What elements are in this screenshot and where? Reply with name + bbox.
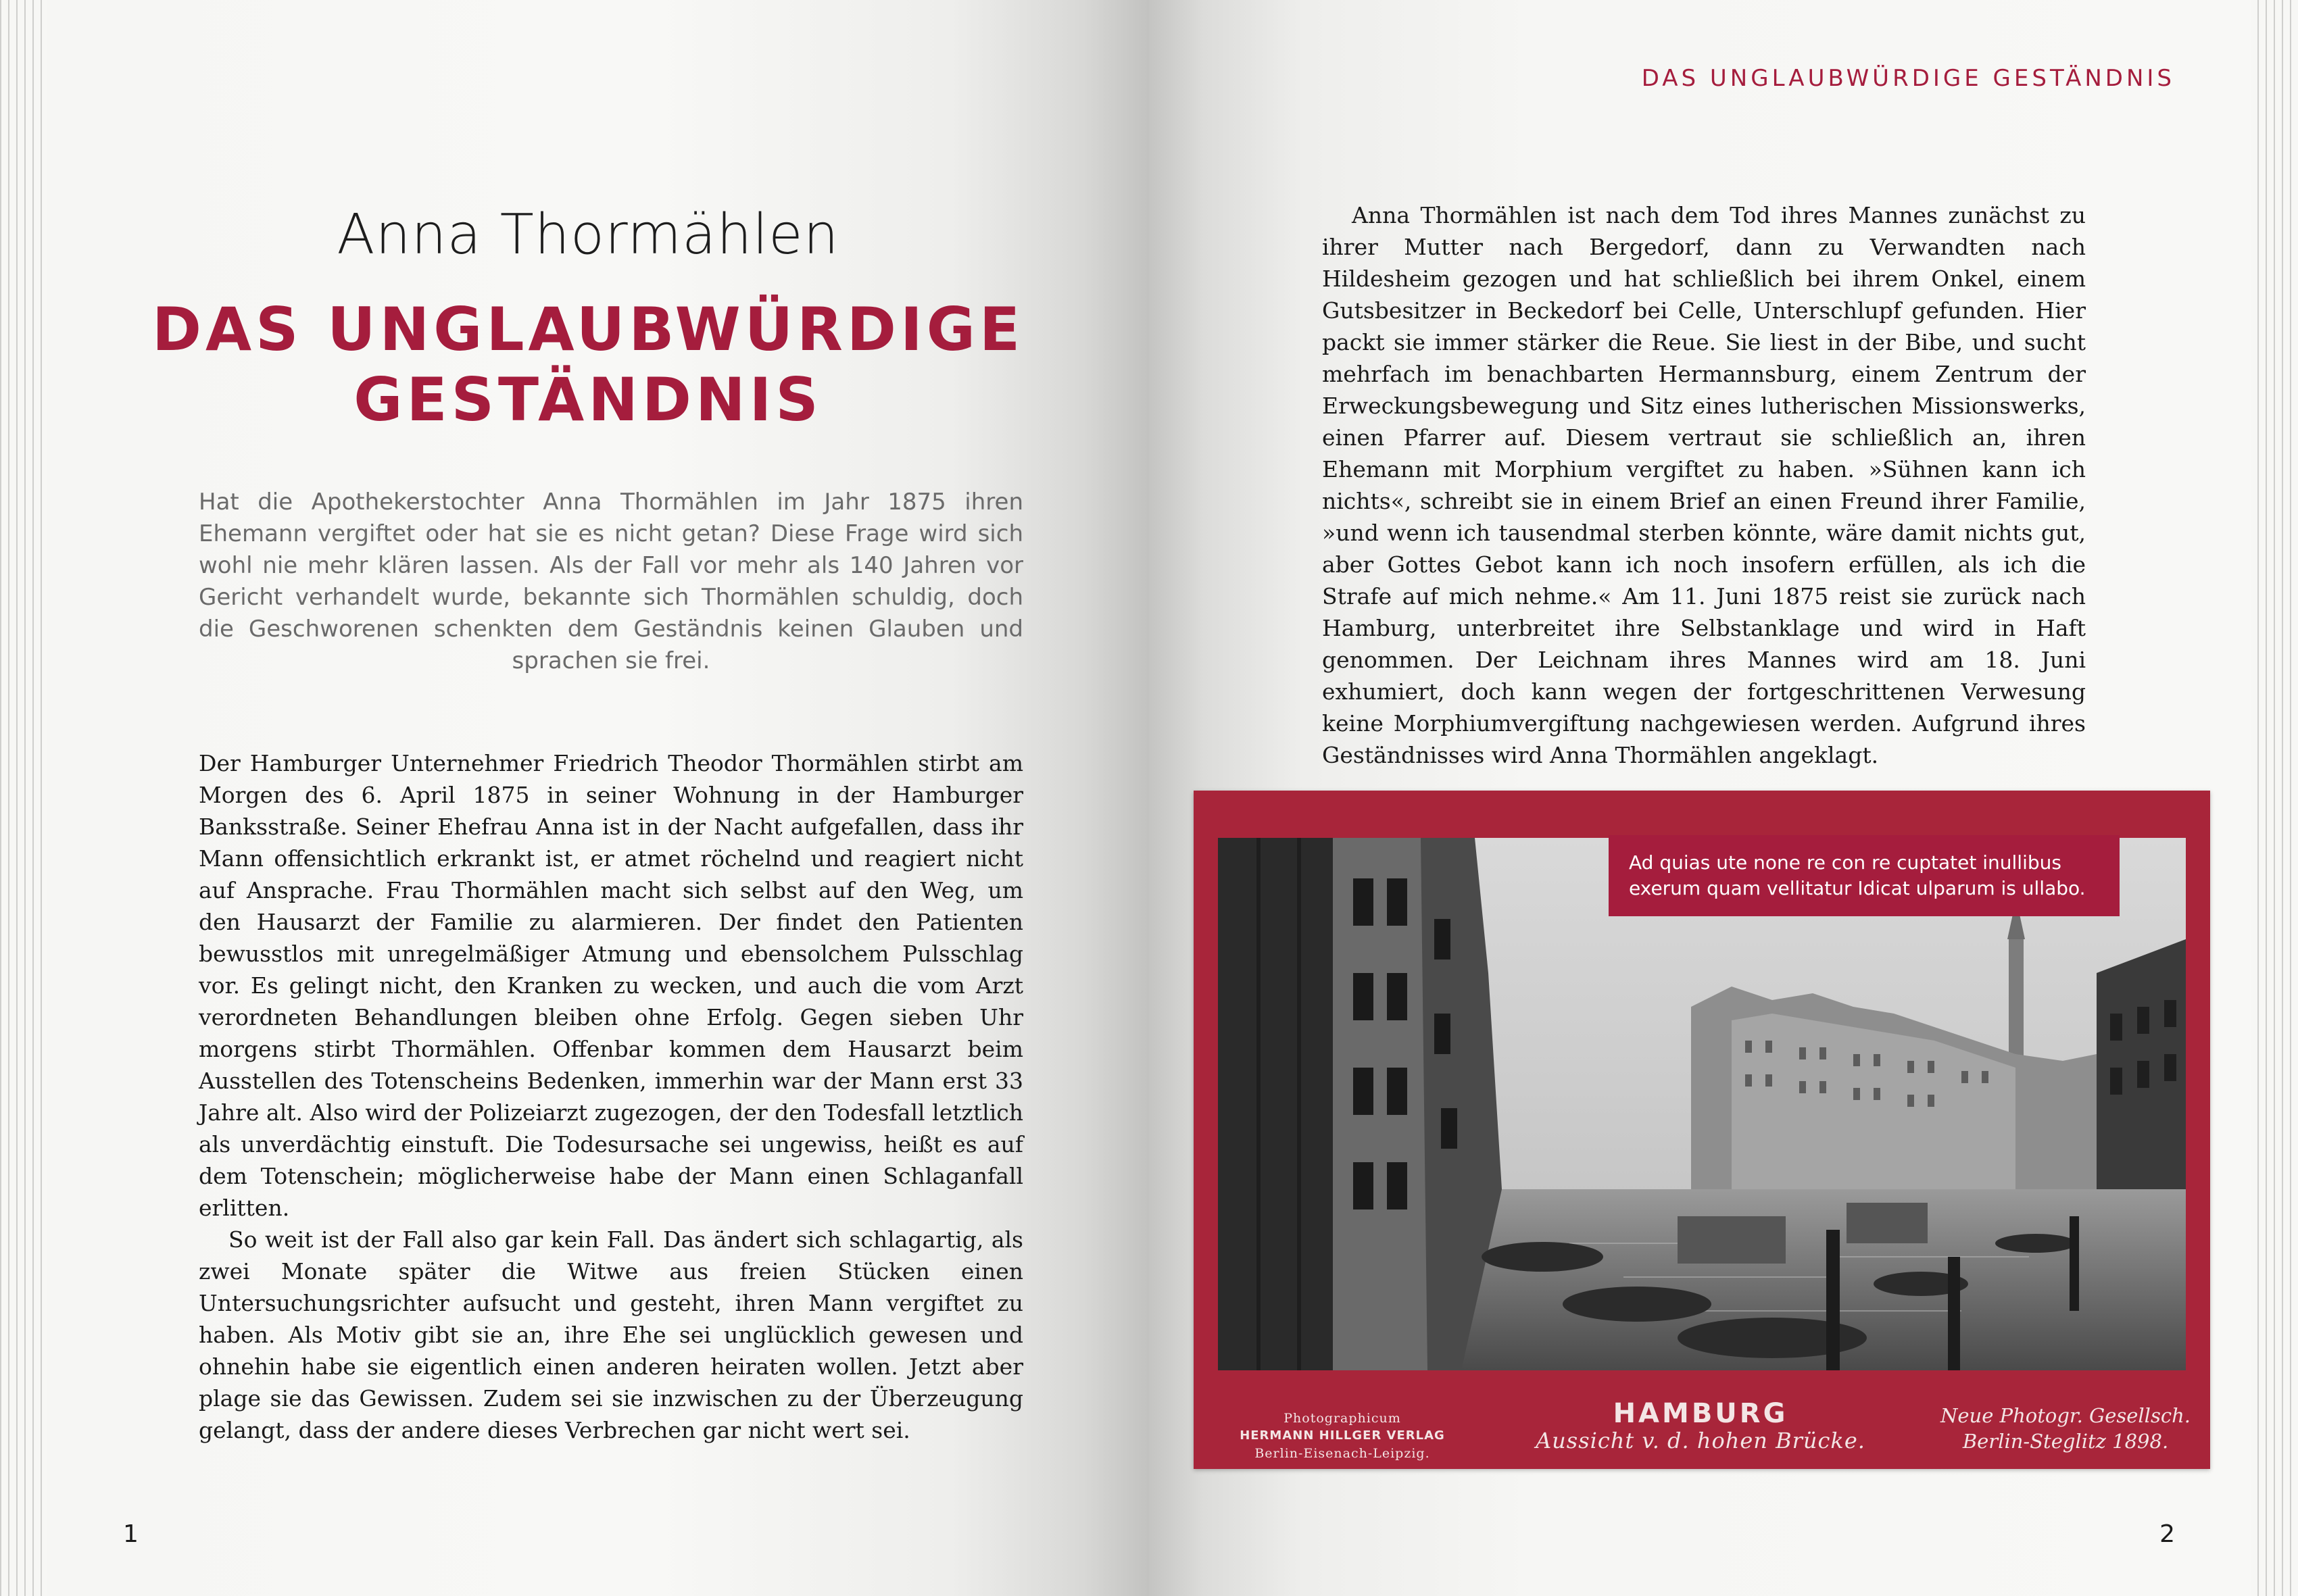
chapter-name: Anna Thormählen: [337, 203, 839, 267]
page-number-right: 2: [2159, 1520, 2175, 1548]
paragraph: Anna Thormählen ist nach dem Tod ihres Mannes zunächst zu ihrer Mutter nach Bergedorf, dann zu Verwandten nach Hildesheim gezogen und hat schließlich bei ihrem Onkel, einem Gutsbesitzer in Beckedorf bei Celle, Unterschlupf gefunden. Hier packt sie immer stärker die Reue. Sie liest in der Bibe, und sucht mehrfach im benachbarten Hermannsburg, einem Zentrum der Erweckungsbewegung und Sitz eines lutherischen Missionswerks, einen Pfarrer auf. Diesem vertraut sie schließlich an, ihren Ehemann mit Morphium vergiftet zu haben. »Sühnen kann ich nichts«, schreibt sie in einem Brief an einen Freund ihrer Familie, »und wenn ich tausendmal sterben könnte, wäre damit nichts gut, aber Gottes Gebot kann ich noch insofern erfüllen, als ich die Strafe auf mich nehme.« Am 11. Juni 1875 reist sie zurück nach Hamburg, unterbreitet ihre Selbstanklage und wird in Haft genommen. Der Leichnam ihres Mannes wird am 18. Juni exhumiert, doch kann wegen der fortgeschrittenen Verwesung keine Morphiumvergiftung nachgewiesen werden. Aufgrund ihres Geständnisses wird Anna Thormählen angeklagt.: [1322, 202, 2086, 768]
location-city: HAMBURG: [1613, 1398, 1788, 1429]
publisher-line-2: HERMANN HILLGER VERLAG: [1240, 1428, 1445, 1443]
chapter-intro: Hat die Apothekerstochter Anna Thormählen im Jahr 1875 ihren Ehemann vergiftet oder hat sie es nicht getan? Diese Frage wird sich wohl nie mehr klären lassen. Als der Fall vor mehr als 140 Jahren vor Gericht verhandelt wurde, bekannte sich Thormählen schuldig, doch die Geschworenen schenkten dem Geständnis keinen Glauben und sprachen sie frei.: [199, 489, 1023, 674]
historic-postcard: [1194, 791, 2210, 1469]
chapter-title: [149, 295, 1027, 435]
publisher-label: [1221, 1410, 1464, 1462]
body-text-left: [199, 747, 1023, 1446]
left-page: [47, 0, 1149, 1596]
photographer-line-2: Berlin-Steglitz 1898.: [1962, 1430, 2169, 1453]
canal-photo-illustration: [1218, 838, 2186, 1370]
location-view: Aussicht v. d. hohen Brücke.: [1536, 1428, 1865, 1453]
page-edges-left: [0, 0, 47, 1596]
paragraph: So weit ist der Fall also gar kein Fall. Das ändert sich schlagartig, als zwei Monate später die Witwe aus freien Stücken einen Untersuchungsrichter aufsucht und gesteht, ihren Mann vergiftet zu haben. Als Motiv gibt sie an, ihre Ehe sei unglücklich gewesen und ohnehin habe sie eigentlich einen anderen heiraten wollen. Jetzt aber plage sie das Gewissen. Zudem sei sie inzwischen zu der Überzeugung gelangt, dass der andere dieses Verbrechen gar nicht wert sei.: [199, 1226, 1023, 1443]
canal-photo: [1218, 838, 2186, 1370]
photographer-label: [1937, 1403, 2194, 1454]
running-head: DAS UNGLAUBWÜRDIGE GESTÄNDNIS: [1641, 65, 2175, 92]
page-number-left: 1: [123, 1520, 139, 1548]
location-label: [1477, 1400, 1924, 1454]
body-text-right: [1322, 199, 2086, 771]
page-edges-right: [2251, 0, 2298, 1596]
paragraph: Der Hamburger Unternehmer Friedrich Theodor Thormählen stirbt am Morgen des 6. April 1875 in seiner Wohnung in der Hamburger Banksstraße. Seiner Ehefrau Anna ist in der Nacht aufgefallen, dass ihr Mann offensichtlich erkrankt ist, er atmet röchelnd und reagiert nicht auf Ansprache. Frau Thormählen macht sich selbst auf den Weg, um den Hausarzt der Familie zu alarmieren. Der findet den Patienten bewusstlos mit unregelmäßiger Atmung und ebensolchem Pulsschlag vor. Es gelingt nicht, den Kranken zu wecken, und auch die vom Arzt verordneten Behandlungen bleiben ohne Erfolg. Gegen sieben Uhr morgens stirbt Thormählen. Offenbar kommen dem Hausarzt beim Ausstellen des Totenscheins Bedenken, immerhin war der Mann erst 33 Jahre alt. Also wird der Polizeiarzt zugezogen, der den Todesfall letztlich als unverdächtig einstuft. Die Todesursache sei ungewiss, heißt es auf dem Totenschein; möglicherweise habe der Mann einen Schlaganfall erlitten.: [199, 750, 1023, 1221]
right-page: [1149, 0, 2251, 1596]
photographer-line-1: Neue Photogr. Gesellsch.: [1940, 1404, 2191, 1427]
chapter-title-line-1: DAS UNGLAUBWÜRDIGE: [151, 295, 1025, 364]
publisher-line-1: Photographicum: [1284, 1411, 1401, 1426]
publisher-line-3: Berlin-Eisenach-Leipzig.: [1254, 1446, 1430, 1461]
photo-caption: Ad quias ute none re con re cuptatet inullibus exerum quam vellitatur Idicat ulparum is ullabo.: [1609, 835, 2120, 916]
chapter-title-line-2: GESTÄNDNIS: [353, 365, 823, 434]
